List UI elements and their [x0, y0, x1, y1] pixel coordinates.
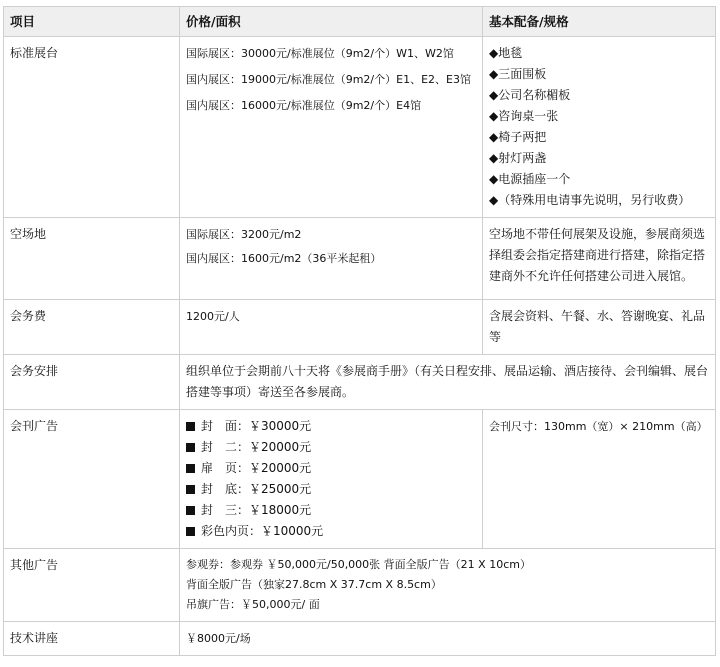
- header-item: 项目: [4, 7, 180, 37]
- price-cell: 1200元/人: [180, 300, 483, 355]
- price-cell: ￥8000元/场: [180, 622, 716, 656]
- spec-item: ◆三面围板: [489, 67, 547, 81]
- ad-item: 封 二：￥20000元: [186, 437, 476, 458]
- row-label: 会刊广告: [4, 410, 180, 549]
- row-label: 会务安排: [4, 355, 180, 410]
- spec-cell: 含展会资料、午餐、水、答谢晚宴、礼品等: [483, 300, 716, 355]
- bullet-square-icon: [186, 464, 195, 473]
- price-line: 国内展区：16000元/标准展位（9m2/个）E4馆: [186, 99, 422, 112]
- spec-item: ◆咨询桌一张: [489, 109, 559, 123]
- spec-item: ◆射灯两盏: [489, 151, 547, 165]
- exhibition-price-table: [3, 6, 716, 656]
- other-ads-cell: [180, 549, 716, 622]
- spec-cell: 空场地不带任何展架及设施，参展商须选择组委会指定搭建商进行搭建，除指定搭建商外不允许任何搭建公司进入展馆。: [483, 218, 716, 300]
- price-line: 国内展区：19000元/标准展位（9m2/个）E1、E2、E3馆: [186, 73, 471, 86]
- row-label: 技术讲座: [4, 622, 180, 656]
- spec-item: ◆（特殊用电请事先说明，另行收费）: [489, 193, 691, 207]
- spec-cell: [483, 37, 716, 218]
- ad-line: 吊旗广告：￥50,000元/ 面: [186, 598, 320, 611]
- table-row: [4, 549, 716, 622]
- spec-item: ◆地毯: [489, 46, 523, 60]
- header-price: 价格/面积: [180, 7, 483, 37]
- table-row: [4, 410, 716, 549]
- bullet-square-icon: [186, 443, 195, 452]
- ad-item: 彩色内页：￥10000元: [186, 521, 476, 542]
- row-label: 其他广告: [4, 549, 180, 622]
- ad-line: 背面全版广告（独家27.8cm X 37.7cm X 8.5cm）: [186, 578, 442, 591]
- ad-line: 参观券：参观券 ￥50,000元/50,000张 背面全版广告（21 X 10cm）: [186, 558, 531, 571]
- price-cell: [180, 218, 483, 300]
- ad-item: 封 三：￥18000元: [186, 500, 476, 521]
- ad-item: 封 底：￥25000元: [186, 479, 476, 500]
- table-row: [4, 355, 716, 410]
- row-label: 空场地: [4, 218, 180, 300]
- bullet-square-icon: [186, 422, 195, 431]
- table-row: [4, 37, 716, 218]
- header-spec: 基本配备/规格: [483, 7, 716, 37]
- bullet-square-icon: [186, 527, 195, 536]
- spec-item: ◆电源插座一个: [489, 172, 571, 186]
- row-label: 标准展台: [4, 37, 180, 218]
- price-line: 国际展区：3200元/m2: [186, 228, 302, 241]
- ad-item: 封 面：￥30000元: [186, 416, 476, 437]
- table-row: [4, 300, 716, 355]
- table-row: [4, 218, 716, 300]
- price-line: 国内展区：1600元/m2（36平米起租）: [186, 252, 382, 265]
- ad-item: 扉 页：￥20000元: [186, 458, 476, 479]
- bullet-square-icon: [186, 506, 195, 515]
- spec-cell: 会刊尺寸：130mm（宽）× 210mm（高）: [483, 410, 716, 549]
- row-label: 会务费: [4, 300, 180, 355]
- price-cell: [180, 37, 483, 218]
- bullet-square-icon: [186, 485, 195, 494]
- arrangement-cell: 组织单位于会期前八十天将《参展商手册》（有关日程安排、展品运输、酒店接待、会刊编辑、展台搭建等事项）寄送至各参展商。: [180, 355, 716, 410]
- price-cell: [180, 410, 483, 549]
- table-header-row: [4, 7, 716, 37]
- spec-item: ◆椅子两把: [489, 130, 547, 144]
- spec-item: ◆公司名称楣板: [489, 88, 571, 102]
- table-row: [4, 622, 716, 656]
- price-line: 国际展区：30000元/标准展位（9m2/个）W1、W2馆: [186, 47, 454, 60]
